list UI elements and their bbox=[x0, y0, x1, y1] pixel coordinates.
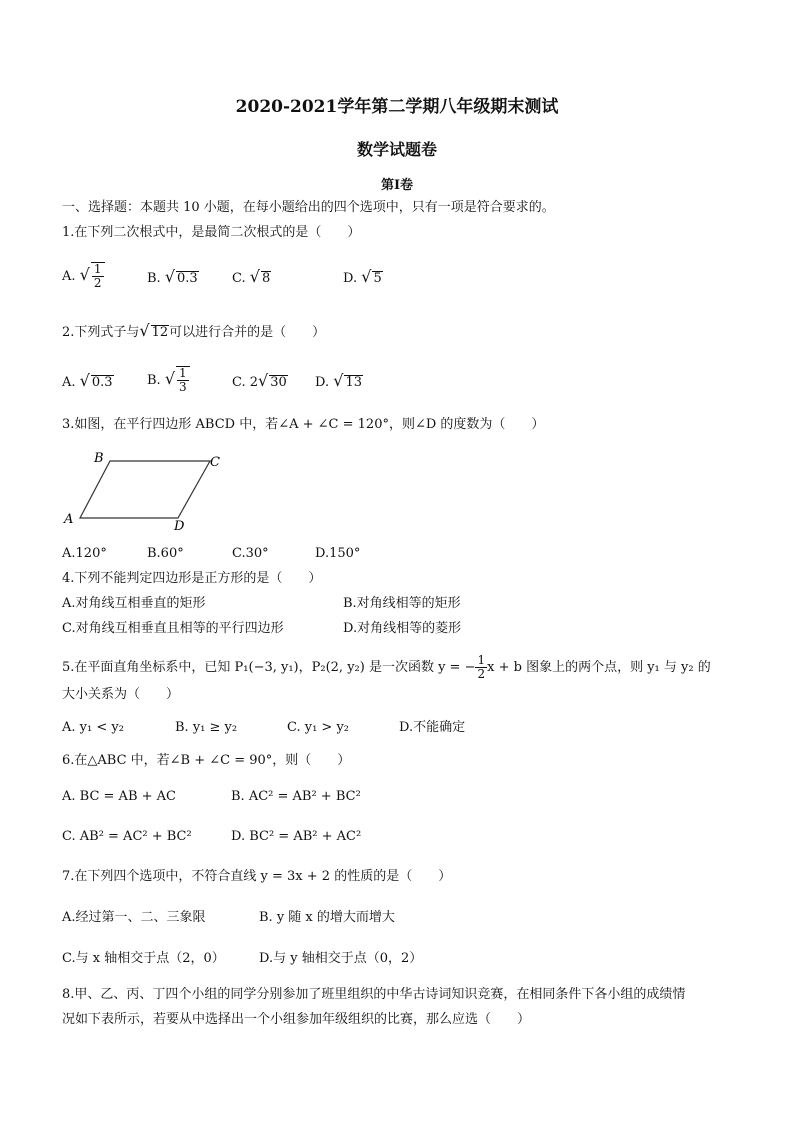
parallelogram-figure bbox=[60, 448, 230, 536]
q6-stem: 6.在△ABC 中，若∠B + ∠C = 90°，则（ ） bbox=[62, 753, 351, 768]
q7-option-b: B. y 随 x 的增大而增大 bbox=[259, 910, 395, 925]
q7-option-a: A.经过第一、二、三象限 bbox=[62, 910, 206, 925]
sqrt-icon: √ bbox=[79, 371, 90, 390]
q5-option-b: B. y₁ ≥ y₂ bbox=[175, 720, 238, 735]
q3-option-b: B.60° bbox=[147, 546, 184, 561]
q1-option-a bbox=[62, 260, 105, 292]
q4-option-a: A.对角线互相垂直的矩形 bbox=[62, 596, 206, 611]
q2-b-numerator: 1 bbox=[179, 366, 187, 380]
q1-option-c bbox=[232, 268, 271, 288]
parallelogram-shape bbox=[80, 461, 210, 518]
q1-c-label: C. bbox=[232, 271, 246, 286]
sqrt-icon: √ bbox=[258, 371, 269, 390]
sqrt-icon: √ bbox=[79, 265, 90, 284]
q1-option-b bbox=[147, 268, 199, 288]
q2-c-radicand: 30 bbox=[270, 375, 287, 390]
q8-stem-line2: 况如下表所示，若要从中选择出一个小组参加年级组织的比赛，那么应选（ ） bbox=[62, 1012, 531, 1027]
q3-option-d: D.150° bbox=[315, 546, 361, 561]
q7-option-d: D.与 y 轴相交于点（0，2） bbox=[259, 951, 423, 966]
q1-d-radicand: 5 bbox=[373, 271, 382, 286]
q1-b-radicand: 0.3 bbox=[177, 271, 198, 286]
q2-option-b bbox=[147, 364, 190, 396]
q1-a-numerator: 1 bbox=[93, 262, 102, 276]
q5-frac-numerator: 1 bbox=[477, 653, 486, 667]
exam-title: 2020-2021学年第二学期八年级期末测试 bbox=[235, 97, 559, 117]
q5-stem-pre: 5.在平面直角坐标系中，已知 P₁(−3, y₁)，P₂(2, y₂) 是一次函数 y = − bbox=[62, 660, 476, 675]
q2-option-c bbox=[232, 372, 288, 392]
q3-stem: 3.如图，在平行四边形 ABCD 中，若∠A + ∠C = 120°，则∠D 的度数为（ ） bbox=[62, 417, 545, 432]
q1-b-label: B. bbox=[147, 271, 161, 286]
q2-stem-radicand: 12 bbox=[151, 325, 169, 340]
vertex-label-b: B bbox=[94, 451, 104, 466]
q1-a-denominator: 2 bbox=[93, 276, 102, 290]
q4-option-b: B.对角线相等的矩形 bbox=[343, 596, 461, 611]
q4-option-d: D.对角线相等的菱形 bbox=[343, 621, 462, 636]
q5-stem-post: x + b 图象上的两个点，则 y₁ 与 y₂ 的 bbox=[487, 660, 711, 675]
q1-a-label: A. bbox=[62, 269, 76, 284]
vertex-label-c: C bbox=[210, 455, 220, 470]
sqrt-icon: √ bbox=[164, 369, 176, 388]
q6-option-d: D. BC² = AB² + AC² bbox=[231, 829, 362, 844]
q6-option-c: C. AB² = AC² + BC² bbox=[62, 829, 192, 844]
q2-option-d bbox=[315, 372, 363, 392]
q5-option-a: A. y₁ < y₂ bbox=[62, 720, 124, 735]
q2-a-radicand: 0.3 bbox=[91, 375, 113, 390]
q2-d-label: D. bbox=[315, 375, 330, 390]
q2-stem bbox=[62, 322, 325, 342]
q2-a-label: A. bbox=[62, 375, 76, 390]
sqrt-icon: √ bbox=[249, 267, 260, 286]
q3-option-a: A.120° bbox=[62, 546, 107, 561]
sqrt-icon: √ bbox=[333, 371, 344, 390]
q2-option-a bbox=[62, 372, 114, 392]
q3-option-c: C.30° bbox=[232, 546, 269, 561]
q5-option-d: D.不能确定 bbox=[399, 720, 466, 735]
q4-stem: 4.下列不能判定四边形是正方形的是（ ） bbox=[62, 571, 322, 586]
q5-option-c: C. y₁ > y₂ bbox=[287, 720, 350, 735]
q5-frac-denominator: 2 bbox=[477, 667, 486, 681]
q1-c-radicand: 8 bbox=[261, 271, 271, 286]
q1-d-label: D. bbox=[343, 271, 358, 286]
q1-option-d bbox=[343, 268, 383, 288]
q6-option-b: B. AC² = AB² + BC² bbox=[231, 789, 361, 804]
q2-b-label: B. bbox=[147, 373, 161, 388]
vertex-label-d: D bbox=[174, 519, 185, 534]
section-intro: 一、选择题：本题共 10 小题，在每小题给出的四个选项中，只有一项是符合要求的。 bbox=[62, 200, 555, 215]
sqrt-icon: √ bbox=[361, 267, 372, 286]
q2-stem-pre: 2.下列式子与 bbox=[62, 325, 140, 340]
sqrt-icon: √ bbox=[164, 267, 176, 286]
q7-stem: 7.在下列四个选项中，不符合直线 y = 3x + 2 的性质的是（ ） bbox=[62, 869, 452, 884]
q1-stem: 1.在下列二次根式中，是最简二次根式的是（ ） bbox=[62, 225, 361, 240]
q8-stem-line1: 8.甲、乙、丙、丁四个小组的同学分别参加了班里组织的中华古诗词知识竞赛，在相同条件下各小组的成绩情 bbox=[62, 987, 686, 1002]
volume-label: 第I卷 bbox=[380, 178, 414, 193]
q2-c-label: C. 2 bbox=[232, 375, 259, 390]
q5-stem-line2: 大小关系为（ ） bbox=[62, 687, 180, 702]
vertex-label-a: A bbox=[64, 512, 74, 527]
q2-stem-post: 可以进行合并的是（ ） bbox=[169, 325, 326, 340]
q5-stem-line1 bbox=[62, 653, 711, 683]
q2-d-radicand: 13 bbox=[345, 375, 362, 390]
q2-b-denominator: 3 bbox=[179, 380, 187, 394]
sqrt-icon: √ bbox=[139, 321, 150, 340]
q6-option-a: A. BC = AB + AC bbox=[62, 789, 176, 804]
exam-subtitle: 数学试题卷 bbox=[356, 140, 437, 159]
q4-option-c: C.对角线互相垂直且相等的平行四边形 bbox=[62, 621, 284, 636]
q7-option-c: C.与 x 轴相交于点（2，0） bbox=[62, 951, 225, 966]
